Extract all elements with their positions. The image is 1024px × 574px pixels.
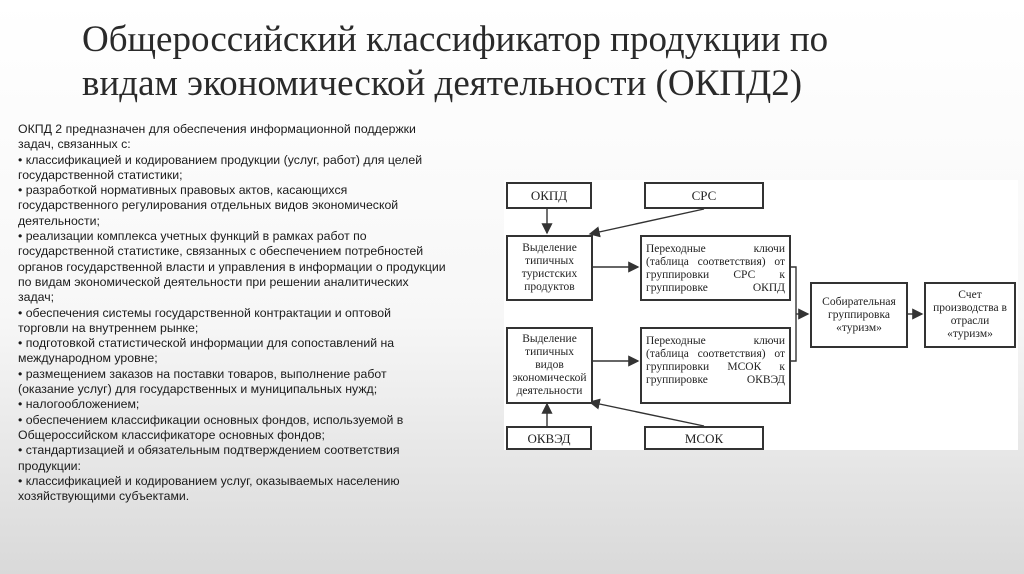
text-line: • реализации комплекса учетных функций в рамках работ по (18, 229, 367, 244)
select-activity-box: Выделение типичных видов экономической деятельности (506, 327, 593, 404)
okpd-box: ОКПД (506, 182, 592, 209)
title-line-1: Общероссийский классификатор продукции по (82, 19, 829, 60)
msok-box: МСОК (644, 426, 764, 450)
arrow-crs-to-products (590, 209, 704, 234)
text-line: (оказание услуг) для государственных и муниципальных нужд; (18, 382, 378, 397)
text-line: государственной статистике, связанных с обеспечением потребностей (18, 244, 424, 259)
text-line: Общероссийском классификаторе основных фондов; (18, 427, 325, 442)
text-line: • обеспечением классификации основных фондов, используемой в (18, 412, 404, 427)
text-line: по видам экономической деятельности при решении аналитических (18, 274, 409, 289)
text-line: задач, связанных с: (18, 137, 131, 152)
title-line-2: видам экономической деятельности (ОКПД2) (82, 63, 803, 104)
text-line: • обеспечения системы государственной контрактации и оптовой (18, 305, 391, 320)
bracket-line (791, 267, 796, 361)
crs-box: СРС (644, 182, 764, 209)
okved-box: ОКВЭД (506, 426, 592, 450)
page-title (82, 18, 982, 106)
text-line: • подготовкой статистической информации для сопоставлений на (18, 336, 395, 351)
text-line: • стандартизацией и обязательным подтверждением соответствия (18, 443, 400, 458)
text-line: • классификацией и кодированием продукции (услуг, работ) для целей (18, 152, 423, 167)
keys-msok-box: Переходные ключи (таблица соответствия) от группировки МСОК к группировке ОКВЭД (640, 327, 791, 404)
text-line: органов государственной власти и управления в информации о продукции (18, 259, 446, 274)
flow-diagram (504, 180, 1018, 450)
text-line: хозяйствующими субъектами. (18, 489, 190, 504)
text-line: продукции: (18, 458, 81, 473)
text-line: торговли на внутреннем рынке; (18, 320, 199, 335)
account-box: Счет производства в отрасли «туризм» (924, 282, 1016, 348)
text-line: • налогообложением; (18, 397, 140, 412)
text-line: • разработкой нормативных правовых актов, касающихся (18, 183, 348, 198)
text-line: задач; (18, 290, 55, 305)
select-products-box: Выделение типичных туристских продуктов (506, 235, 593, 301)
keys-crs-box: Переходные ключи (таблица соответствия) от группировки СРС к группировке ОКПД (640, 235, 791, 301)
arrow-msok-to-activity (590, 402, 704, 426)
collective-box: Собирательная группировка «туризм» (810, 282, 908, 348)
text-line: государственного регулирования отдельных видов экономической (18, 198, 399, 213)
text-line: деятельности; (18, 213, 100, 228)
text-line: международном уровне; (18, 351, 158, 366)
text-line: государственной статистики; (18, 167, 183, 182)
intro-text (18, 122, 503, 504)
text-line: • классификацией и кодированием услуг, оказываемых населению (18, 473, 400, 488)
text-line: ОКПД 2 предназначен для обеспечения информационной поддержки (18, 122, 416, 136)
text-line: • размещением заказов на поставки товаров, выполнение работ (18, 366, 387, 381)
